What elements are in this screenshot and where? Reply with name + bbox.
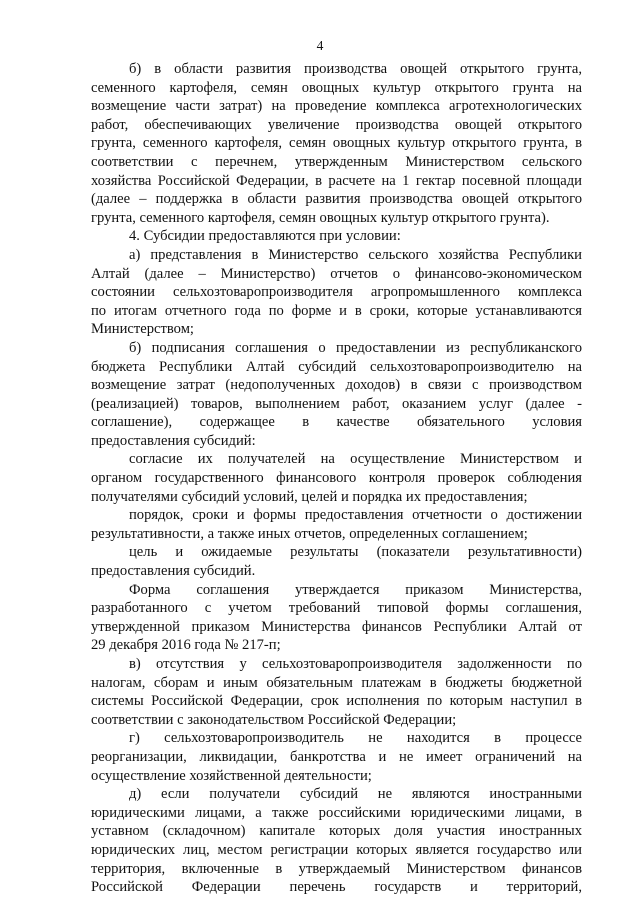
page-number: 4 (316, 38, 324, 53)
text-line: органом государственного финансового контроля проверок соблюдения (91, 470, 582, 487)
text-line: юридических лиц, местом регистрации которых является государство или (91, 841, 582, 858)
document-body (91, 60, 582, 897)
text-line: юридическими лицами, а также российскими юридическими лицами, в (91, 804, 582, 821)
text-line: предоставления субсидий: (91, 432, 256, 449)
text-line: д) если получатели субсидий не являются иностранными (129, 786, 582, 803)
text-line: б) подписания соглашения о предоставлении из республиканского (129, 339, 582, 356)
text-line: г) сельхозтоваропроизводитель не находится в процессе (129, 730, 582, 747)
text-line: реорганизации, ликвидации, банкротства и не имеет ограничений на (91, 748, 582, 765)
text-line: по итогам отчетного года по форме и в сроки, которые устанавливаются (91, 302, 582, 319)
text-line: 4. Субсидии предоставляются при условии: (129, 228, 401, 245)
text-line: Министерством; (91, 321, 194, 338)
text-line: согласие их получателей на осуществление Министерством и (129, 451, 582, 468)
text-line: возмещение затрат (недополученных доходов) в связи с производством (91, 377, 582, 394)
text-line: осуществление хозяйственной деятельности; (91, 767, 372, 784)
text-line: территория, включенные в утверждаемый Министерством финансов (91, 860, 582, 877)
text-line: соответствии с законодательством Российской Федерации; (91, 711, 457, 728)
text-line: грунта, семенного картофеля, семян овощных культур открытого грунта, в (91, 135, 582, 152)
text-line: в) отсутствия у сельхозтоваропроизводителя задолженности по (129, 656, 582, 672)
text-line: Российской Федерации перечень государств и территорий, (91, 879, 582, 896)
text-line: семенного картофеля, семян овощных культур открытого грунта на (91, 79, 582, 96)
text-line: хозяйства Российской Федерации, в расчете на 1 гектар посевной площади (91, 172, 582, 189)
text-line: работ, обеспечивающих увеличение производства овощей открытого (91, 116, 582, 133)
text-line: Форма соглашения утверждается приказом Министерства, (129, 581, 582, 598)
text-line: разработанного с учетом требований типовой формы соглашения, (91, 600, 582, 617)
text-line: а) представления в Министерство сельского хозяйства Республики (129, 246, 582, 263)
text-line: 29 декабря 2016 года № 217-п; (91, 637, 281, 654)
text-line: состоянии сельхозтоваропроизводителя агропромышленного комплекса (91, 284, 582, 301)
text-line: предоставления субсидий. (91, 563, 256, 580)
text-line: грунта, семенного картофеля, семян овощных культур открытого грунта). (91, 209, 550, 226)
text-line: соглашение), содержащее в качестве обязательного условия (91, 414, 582, 431)
text-line: бюджета Республики Алтай субсидий сельхозтоваропроизводителю на (91, 358, 582, 375)
text-line: Алтай (далее – Министерство) отчетов о финансово-экономическом (91, 265, 582, 282)
text-line: результативности, а также иных отчетов, определенных соглашением; (91, 525, 528, 542)
text-line: соответствии с перечнем, утвержденным Министерством сельского (91, 153, 582, 170)
text-line: цель и ожидаемые результаты (показатели результативности) (129, 544, 582, 561)
text-line: возмещение части затрат) на проведение комплекса агротехнологических (91, 98, 582, 115)
text-line: б) в области развития производства овощей открытого грунта, (129, 61, 582, 77)
text-line: налогам, сборам и иным обязательным платежам в бюджеты бюджетной (91, 674, 582, 691)
text-line: утвержденной приказом Министерства финансов Республики Алтай от (91, 618, 582, 635)
text-line: (реализацией) товаров, выполнением работ, оказанием услуг (далее - (91, 395, 582, 412)
text-line: уставном (складочном) капитале которых доля участия иностранных (91, 823, 582, 840)
text-line: системы Российской Федерации, срок исполнения по которым наступил в (91, 693, 582, 710)
text-line: (далее – поддержка в области развития производства овощей открытого (91, 191, 582, 208)
text-line: получателями субсидий условий, целей и порядка их предоставления; (91, 488, 528, 505)
text-line: порядок, сроки и формы предоставления отчетности о достижении (129, 507, 582, 524)
